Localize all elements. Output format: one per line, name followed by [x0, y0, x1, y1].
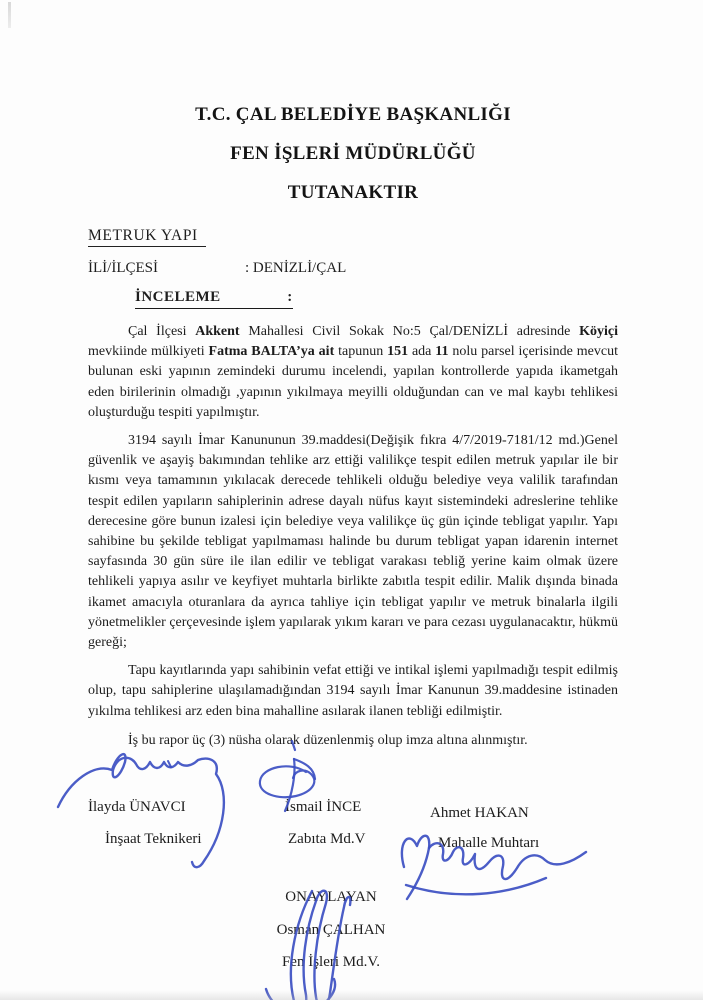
signatory-title: Mahalle Muhtarı: [438, 835, 540, 852]
document-title-line2: FEN İŞLERİ MÜDÜRLÜĞÜ: [230, 143, 476, 164]
signatory-title: İnşaat Teknikeri: [105, 831, 202, 848]
subject-heading-text: METRUK YAPI: [88, 227, 206, 247]
scan-bottom-shadow: [0, 990, 703, 1000]
approver-name: Osman ÇALHAN: [276, 922, 386, 939]
inceleme-heading-text: İNCELEME: [135, 289, 221, 305]
closing-statement: İş bu rapor üç (3) nüsha olarak düzenlenmiş olup imza altına alınmıştır.: [128, 732, 528, 748]
inceleme-heading: [88, 289, 618, 309]
signatory-name: İlayda ÜNAVCI: [88, 799, 186, 816]
province-value: : DENİZLİ/ÇAL: [245, 260, 347, 276]
signatory-name: İsmail İNCE: [285, 799, 362, 816]
paragraph-law-citation: 3194 sayılı İmar Kanununun 39.maddesi(Değişik fıkra 4/7/2019-7181/12 md.)Genel güvenlik ve aşayiş bakımından tehlike arz ettiği valilikçe tespit edilen metruk yapılar ile bir kısmı veya tamamının yıkılacak derecede tehlikeli olduğu belediye veya valilik tarafından tespit edilen yapıların sahiplerinin adrese dayalı nüfus kayıt sistemindeki adreslerine tehlike derecesine göre bunun izalesi için belediye veya valilikçe üç gün içinde tebligat yapılır. Yapı sahibine bu şekilde tebligat yapılmaması halinde bu durum tebligat yapan idarenin internet sayfasında 30 gün süre ile ilan edilir ve tebligat varakası tebliğ yerine kaim olmak üzere tehlikeli yapıya asılır ve keyfiyet muhtarla birlikte zabıtla tespit edilir. Malik dışında binada ikamet amacıyla oturanlara da ayrıca tahliye için tebligat yapılır ve metruk binalarla ilgili yönetmelikler çerçevesinde işlem yapılarak yıkım kararı ve para cezası uygulanacaktır, hükmü gereği;: [88, 433, 618, 651]
approval-heading: ONAYLAYAN: [285, 889, 377, 906]
document-title-line3: TUTANAKTIR: [287, 182, 419, 203]
subject-heading: [88, 227, 618, 247]
paragraph-inspection: Çal İlçesi Akkent Mahallesi Civil Sokak No:5 Çal/DENİZLİ adresinde Köyiçi mevkiinde mülkiyeti Fatma BALTA’ya ait tapunun 151 ada 11 nolu parsel içerisinde mevcut bulunan eski yapının zemindeki durumu incelendi, yapılan kontrollerde yapıda ikametgah eden birilerinin olmadığı ,yapının yıkılmaya meyilli olduğundan can ve mal kaybı tehlikesi oluşturduğu tespiti yapılmıştır.: [88, 324, 618, 420]
signatory-title: Zabıta Md.V: [288, 831, 366, 848]
document-title-line1: T.C. ÇAL BELEDİYE BAŞKANLIĞI: [195, 104, 511, 125]
signatory-name: Ahmet HAKAN: [430, 805, 529, 822]
province-label: İLİ/İLÇESİ: [88, 260, 158, 276]
province-row: [88, 260, 618, 277]
signature-block: [88, 755, 618, 1000]
approver-title: Fen İşleri Md.V.: [281, 954, 381, 971]
paragraph-notification: Tapu kayıtlarında yapı sahibinin vefat ettiği ve intikal işlemi yapılmadığı tespit edilmiş olup, tapu sahiplerine ulaşılamadığından 3194 sayılı İmar Kanunun 39.maddesine istinaden yıkılma tehlikesi arz eden bina mahalline asılarak ilanen tebliği edilmiştir.: [88, 663, 618, 719]
inceleme-colon: :: [287, 289, 293, 305]
